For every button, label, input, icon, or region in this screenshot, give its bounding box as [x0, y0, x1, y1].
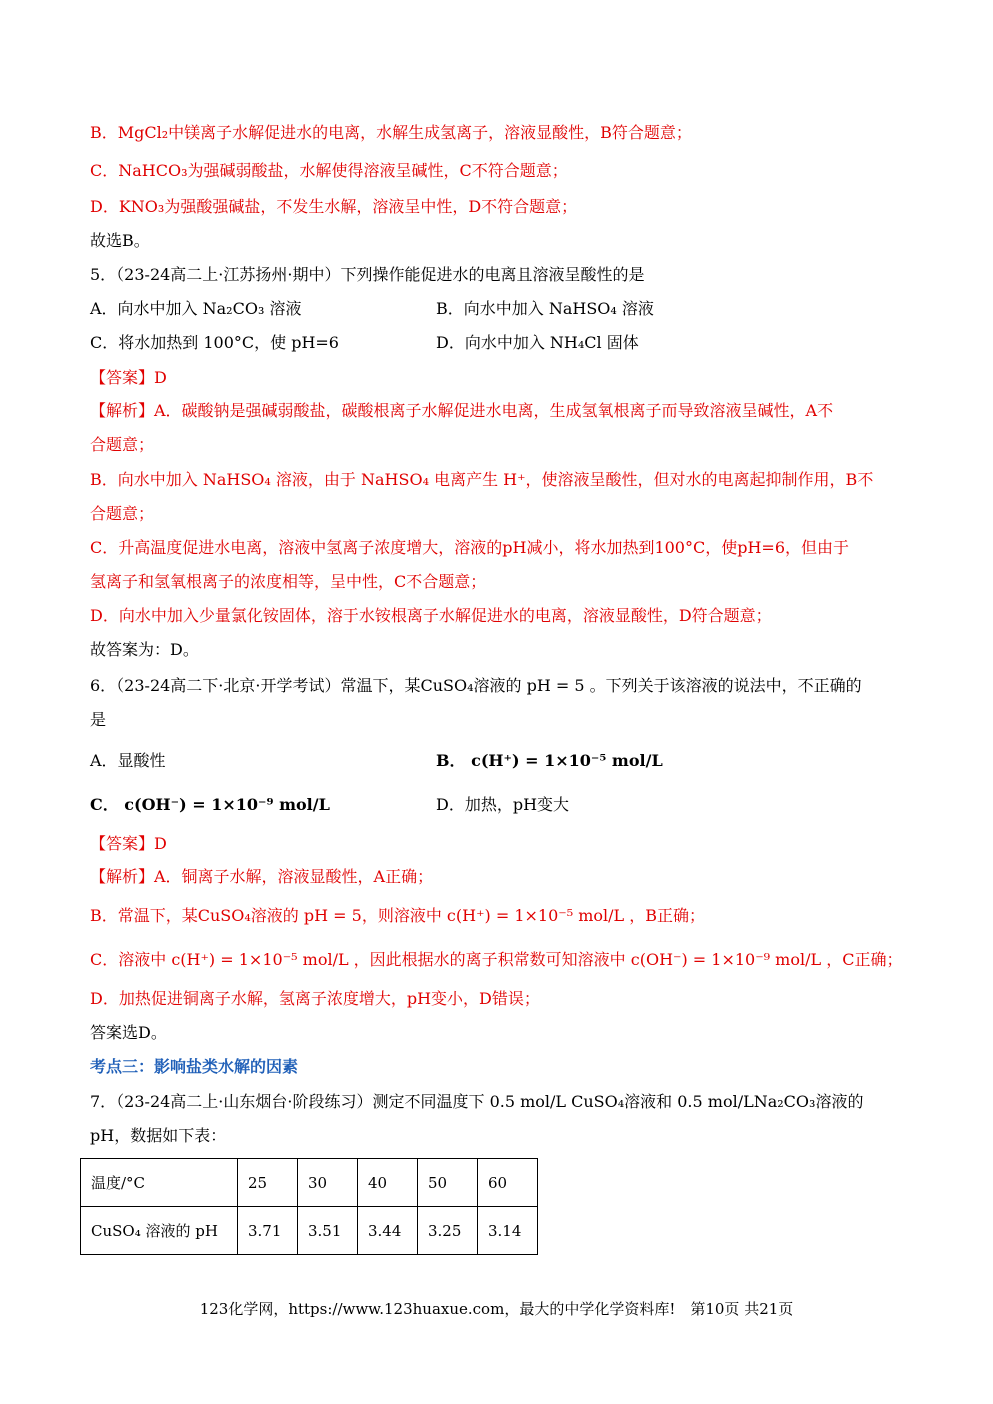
page-footer: 123化学网，https://www.123huaxue.com，最大的中学化学资料库! 第10页 共21页 [199, 1300, 794, 1318]
question-6-explanation-5: 答案选D。 [90, 1023, 167, 1042]
question-5-explanation-5: C．升高温度促进水电离，溶液中氢离子浓度增大，溶液的pH减小，将水加热到100°C，使pH=6，但由于 [90, 538, 850, 557]
question-5-option-a: A．向水中加入 Na₂CO₃ 溶液 [90, 299, 302, 318]
question-6-explanation-3: C．溶液中 c(H⁺) = 1×10⁻⁵ mol/L ，因此根据水的离子积常数可知溶液中 c(OH⁻) = 1×10⁻⁹ mol/L ，C正确； [90, 950, 903, 969]
question-5-explanation-3: B．向水中加入 NaHSO₄ 溶液，由于 NaHSO₄ 电离产生 H⁺，使溶液呈酸性，但对水的电离起抑制作用，B不 [90, 470, 874, 489]
section-heading: 考点三：影响盐类水解的因素 [90, 1057, 299, 1076]
question-5-explanation-6: 氢离子和氢氧根离子的浓度相等，呈中性，C不合题意； [90, 572, 487, 591]
question-7-stem-cont: pH，数据如下表： [90, 1126, 227, 1145]
question-6-explanation-2: B．常温下，某CuSO₄溶液的 pH = 5，则溶液中 c(H⁺) = 1×10⁻⁵ mol/L ，B正确； [90, 906, 706, 925]
question-5-option-d: D．向水中加入 NH₄Cl 固体 [436, 333, 639, 352]
question-6-explanation-4: D．加热促进铜离子水解，氢离子浓度增大，pH变小，D错误； [90, 989, 540, 1008]
question-5-option-c: C．将水加热到 100°C，使 pH=6 [90, 333, 339, 352]
table-cell: 60 [478, 1159, 538, 1207]
question-5-explanation-8: 故答案为：D。 [90, 640, 199, 659]
question-5-option-b: B．向水中加入 NaHSO₄ 溶液 [436, 299, 654, 318]
table-cell: 3.44 [358, 1207, 418, 1255]
question-5-explanation-4: 合题意； [90, 504, 155, 523]
table-cell: 50 [418, 1159, 478, 1207]
answer-line-d: D．KNO₃为强酸强碱盐，不发生水解，溶液呈中性，D不符合题意； [90, 197, 578, 216]
table-cell: 30 [298, 1159, 358, 1207]
question-6-option-a: A．显酸性 [90, 751, 166, 770]
conclusion-line: 故选B。 [90, 231, 150, 250]
table-cell: 3.14 [478, 1207, 538, 1255]
ph-data-table [80, 1158, 538, 1255]
table-row [81, 1159, 538, 1207]
table-cell: 3.25 [418, 1207, 478, 1255]
table-cell: 3.51 [298, 1207, 358, 1255]
question-7-stem: 7．（23-24高二上·山东烟台·阶段练习）测定不同温度下 0.5 mol/L CuSO₄溶液和 0.5 mol/LNa₂CO₃溶液的 [90, 1092, 864, 1111]
question-5-explanation-1: 【解析】A．碳酸钠是强碱弱酸盐，碳酸根离子水解促进水电离，生成氢氧根离子而导致溶液呈碱性，A不 [90, 401, 834, 420]
answer-line-c: C．NaHCO₃为强碱弱酸盐，水解使得溶液呈碱性，C不符合题意； [90, 161, 568, 180]
question-5-stem: 5．（23-24高二上·江苏扬州·期中）下列操作能促进水的电离且溶液呈酸性的是 [90, 265, 645, 284]
table-cell: 温度/°C [81, 1159, 238, 1207]
question-6-answer: 【答案】D [90, 834, 167, 853]
question-6-explanation-1: 【解析】A．铜离子水解，溶液显酸性，A正确； [90, 867, 434, 886]
table-row [81, 1207, 538, 1255]
question-6-option-c: C． c(OH⁻) = 1×10⁻⁹ mol/L [90, 795, 330, 814]
question-5-explanation-7: D．向水中加入少量氯化铵固体，溶于水铵根离子水解促进水的电离，溶液显酸性，D符合题意； [90, 606, 772, 625]
table-cell: 40 [358, 1159, 418, 1207]
answer-line-b: B．MgCl₂中镁离子水解促进水的电离，水解生成氢离子，溶液显酸性，B符合题意； [90, 123, 692, 142]
question-6-stem: 6．（23-24高二下·北京·开学考试）常温下，某CuSO₄溶液的 pH = 5 。下列关于该溶液的说法中，不正确的 [90, 676, 862, 695]
table-cell: 3.71 [238, 1207, 298, 1255]
question-6-stem-cont: 是 [90, 710, 107, 729]
question-5-answer: 【答案】D [90, 368, 167, 387]
table-cell: CuSO₄ 溶液的 pH [81, 1207, 238, 1255]
question-5-explanation-2: 合题意； [90, 435, 155, 454]
question-6-option-d: D．加热，pH变大 [436, 795, 570, 814]
question-6-option-b: B． c(H⁺) = 1×10⁻⁵ mol/L [436, 751, 663, 770]
table-cell: 25 [238, 1159, 298, 1207]
